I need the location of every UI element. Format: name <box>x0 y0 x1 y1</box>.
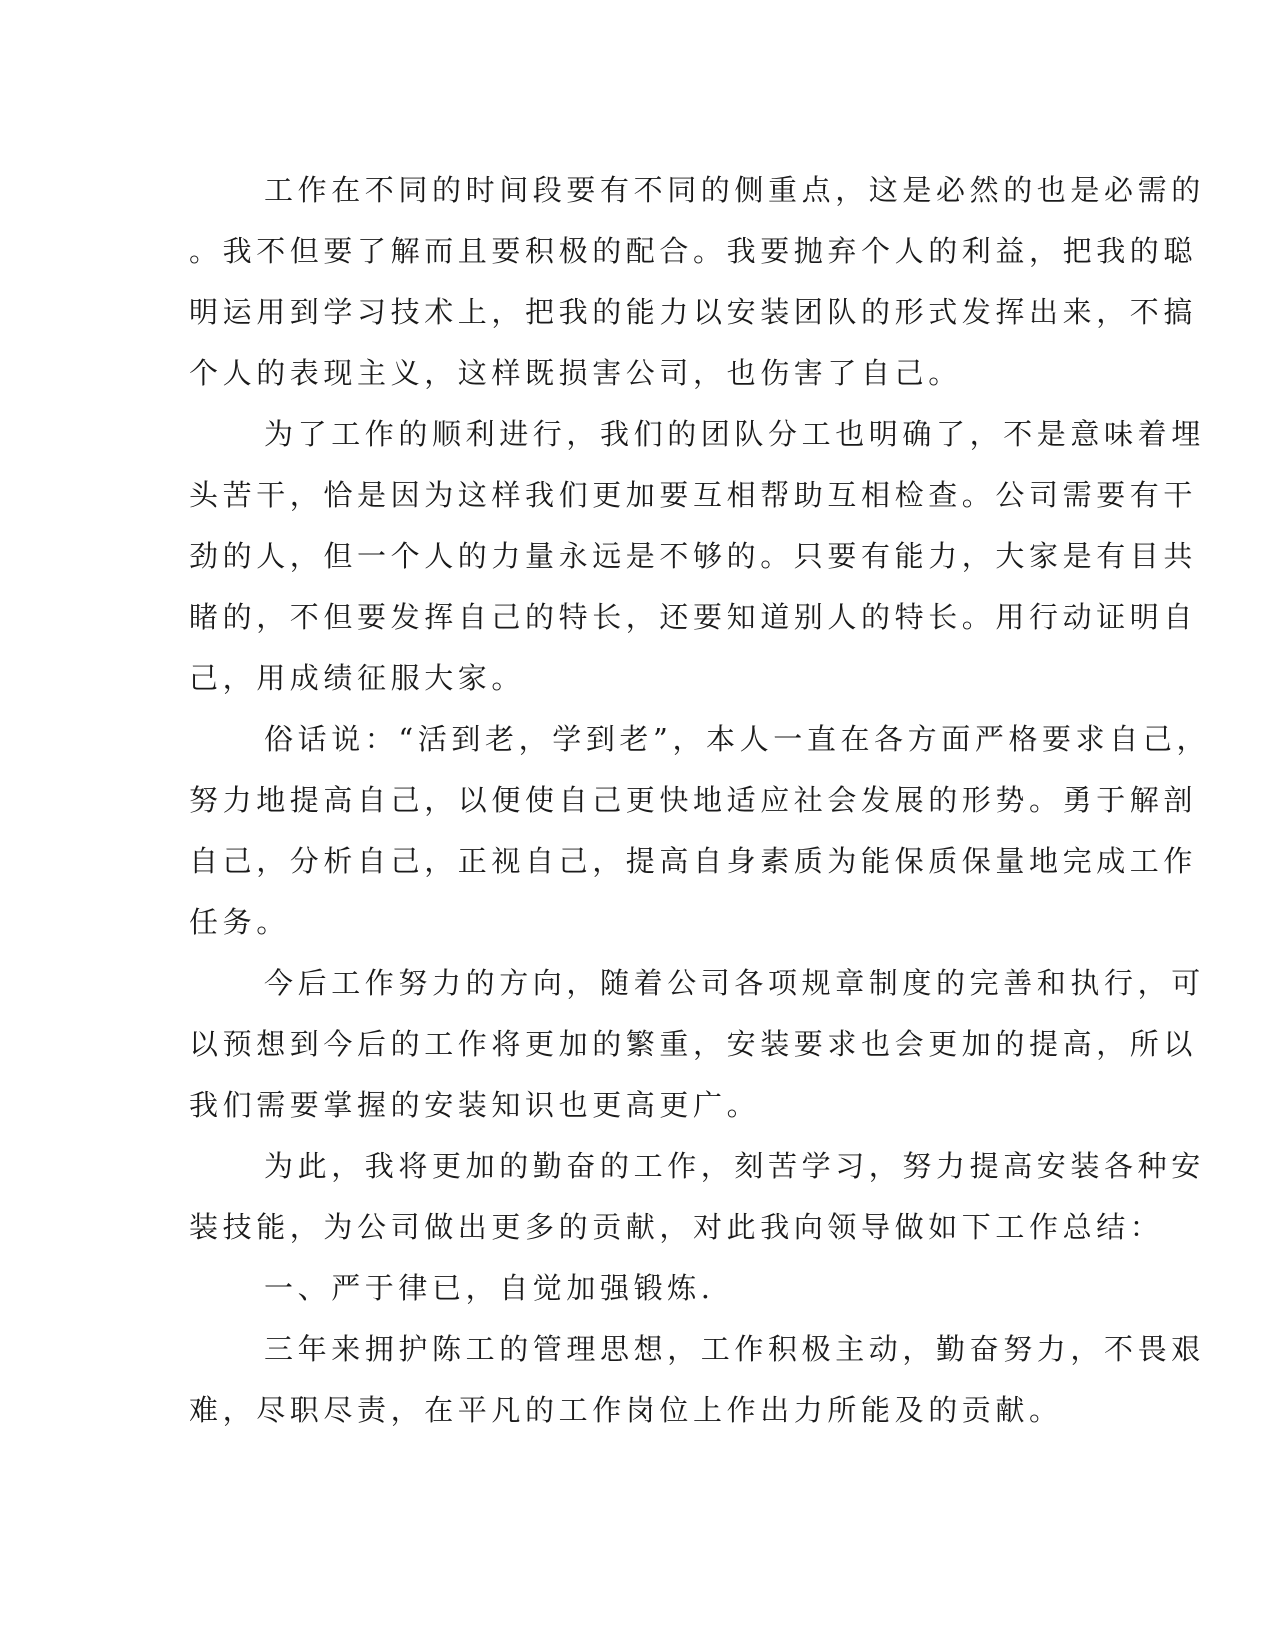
paragraph-line: 三年来拥护陈工的管理思想，工作积极主动，勤奋努力，不畏艰 <box>264 1332 1205 1366</box>
section-heading <box>189 1258 1089 1319</box>
paragraph-line: 头苦干，恰是因为这样我们更加要互相帮助互相检查。公司需要有干 <box>189 478 1198 512</box>
paragraph-line: 。我不但要了解而且要积极的配合。我要抛弃个人的利益，把我的聪 <box>189 234 1198 268</box>
paragraph-line: 劲的人，但一个人的力量永远是不够的。只要有能力，大家是有目共 <box>189 539 1198 573</box>
document-body <box>189 160 1211 1441</box>
paragraph-3 <box>189 709 1211 953</box>
paragraph-line: 个人的表现主义，这样既损害公司，也伤害了自己。 <box>189 356 962 390</box>
paragraph-line: 睹的，不但要发挥自己的特长，还要知道别人的特长。用行动证明自 <box>189 600 1198 634</box>
paragraph-7 <box>189 1319 1205 1441</box>
paragraph-line: 一、严于律已，自觉加强锻炼. <box>264 1271 715 1305</box>
paragraph-line: 努力地提高自己，以便使自己更快地适应社会发展的形势。勇于解剖 <box>189 783 1198 817</box>
paragraph-line: 任务。 <box>189 905 290 939</box>
paragraph-line: 俗话说：“活到老，学到老”，本人一直在各方面严格要求自己， <box>264 722 1211 756</box>
paragraph-line: 难，尽职尽责，在平凡的工作岗位上作出力所能及的贡献。 <box>189 1393 1063 1427</box>
paragraph-1 <box>189 160 1205 404</box>
paragraph-line: 我们需要掌握的安装知识也更高更广。 <box>189 1088 761 1122</box>
paragraph-5 <box>189 1136 1205 1258</box>
paragraph-line: 为了工作的顺利进行，我们的团队分工也明确了，不是意味着埋 <box>264 417 1205 451</box>
paragraph-line: 己，用成绩征服大家。 <box>189 661 526 695</box>
paragraph-4 <box>189 953 1205 1136</box>
paragraph-line: 工作在不同的时间段要有不同的侧重点，这是必然的也是必需的 <box>264 173 1205 207</box>
paragraph-2 <box>189 404 1205 709</box>
paragraph-line: 明运用到学习技术上，把我的能力以安装团队的形式发挥出来，不搞 <box>189 295 1198 329</box>
paragraph-line: 为此，我将更加的勤奋的工作，刻苦学习，努力提高安装各种安 <box>264 1149 1205 1183</box>
paragraph-line: 今后工作努力的方向，随着公司各项规章制度的完善和执行，可 <box>264 966 1205 1000</box>
paragraph-line: 以预想到今后的工作将更加的繁重，安装要求也会更加的提高，所以 <box>189 1027 1198 1061</box>
paragraph-line: 装技能，为公司做出更多的贡献，对此我向领导做如下工作总结： <box>189 1210 1164 1244</box>
paragraph-line: 自己，分析自己，正视自己，提高自身素质为能保质保量地完成工作 <box>189 844 1198 878</box>
